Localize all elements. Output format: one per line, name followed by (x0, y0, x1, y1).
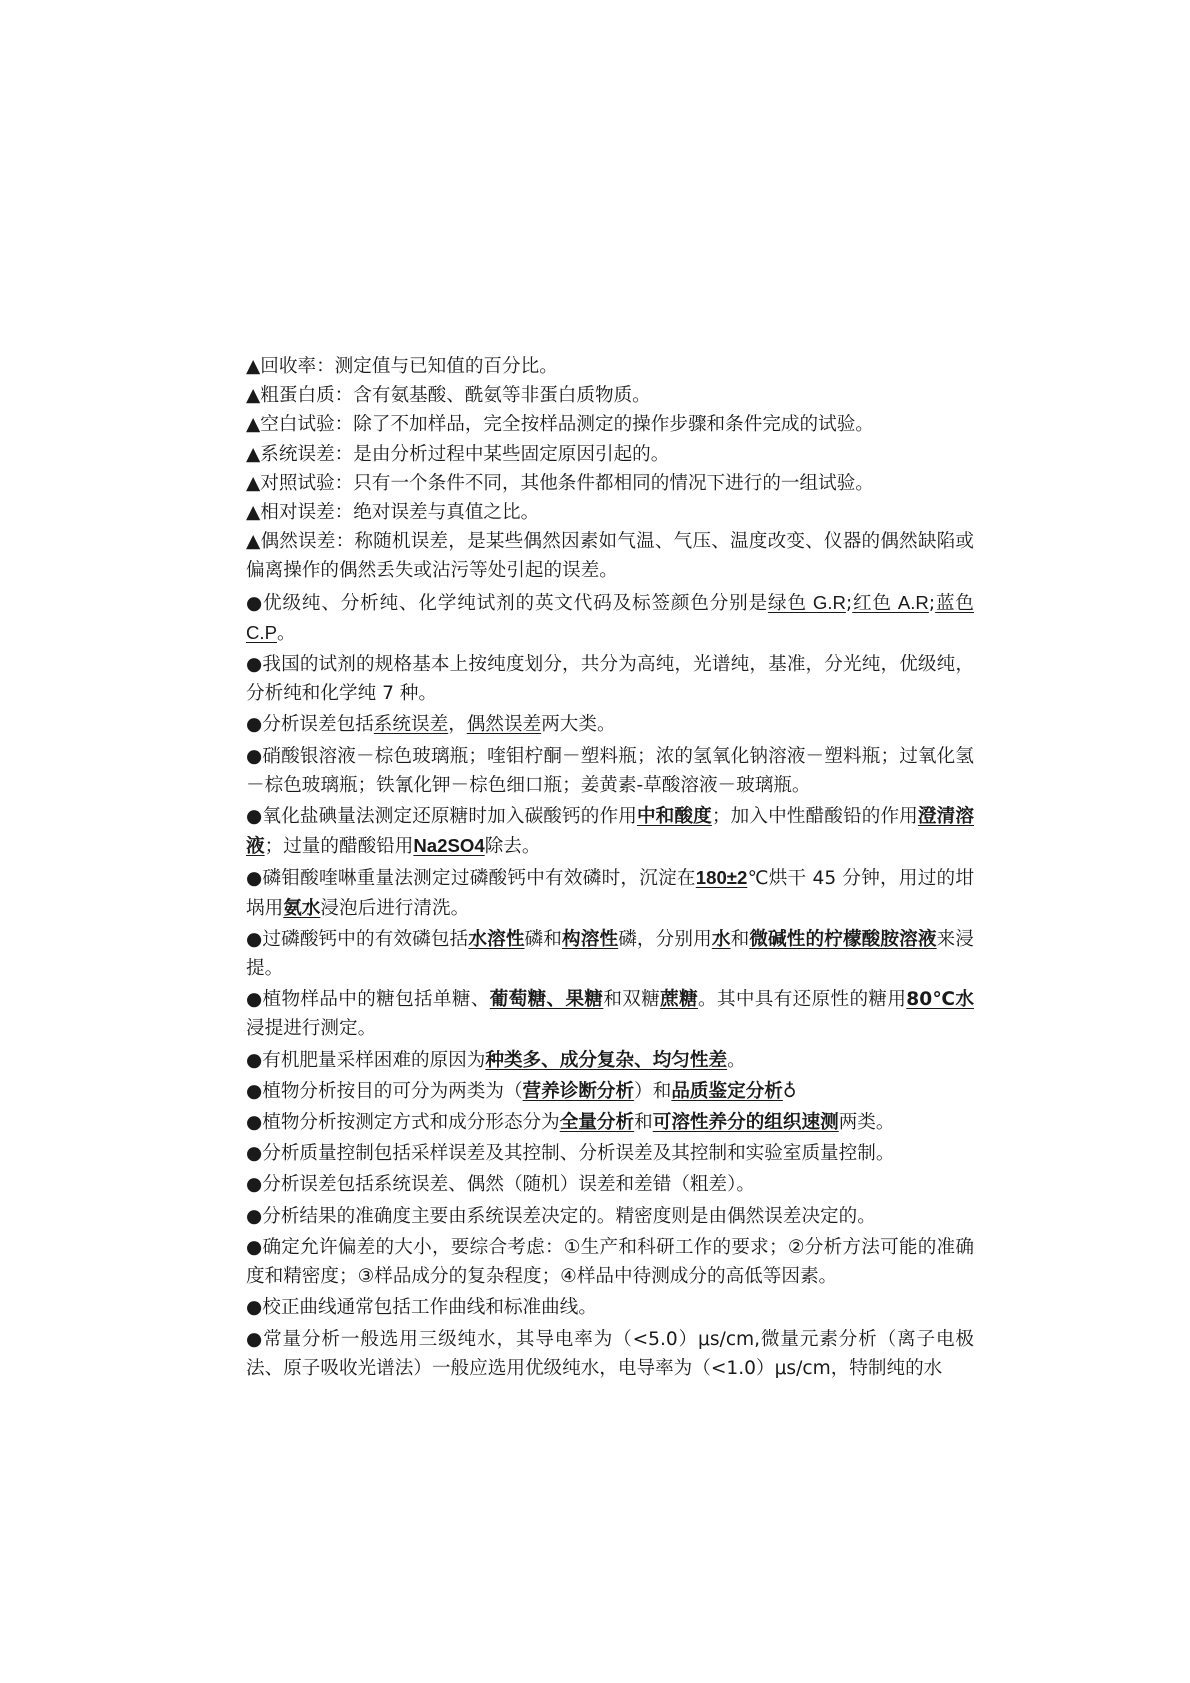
reagent-storage-containers: ●硝酸银溶液－棕色玻璃瓶；喹钼柠酮－塑料瓶；浓的氢氧化钠溶液－塑料瓶；过氧化氢－棕色玻璃瓶；铁氰化钾－棕色细口瓶；姜黄素-草酸溶液－玻璃瓶。 (246, 745, 974, 796)
total-analysis-term: 全量分析 (559, 1112, 635, 1134)
red-ar-label: 红色 A.R (852, 591, 929, 613)
definition-control-test: ▲对照试验：只有一个条件不同，其他条件都相同的情况下进行的一组试验。 (246, 472, 874, 494)
green-gr-label: 绿色 G.R (768, 591, 846, 613)
definition-crude-protein: ▲粗蛋白质：含有氨基酸、酰氨等非蛋白质物质。 (246, 385, 651, 407)
blue-cp-label: 蓝色 C.P (246, 591, 974, 643)
neutralize-acidity-term: 中和酸度 (636, 806, 712, 828)
organic-fertilizer-sampling: ●有机肥量采样困难的原因为种类多、成分复杂、均匀性差。 (246, 1049, 746, 1071)
nutrition-diagnosis-term: 营养诊断分析 (522, 1080, 635, 1102)
document-body (246, 352, 974, 1383)
sucrose-term: 蔗糖 (660, 989, 699, 1011)
definition-random-error: ▲偶然误差：称随机误差，是某些偶然因素如气温、气压、温度改变、仪器的偶然缺陷或偏离操作的偶然丢失或沾污等处引起的误差。 (246, 531, 974, 582)
glucose-fructose-term: 葡萄糖、果糖 (489, 989, 604, 1011)
na2so4-term: Na2SO4 (413, 835, 485, 857)
reducing-sugar-iodometry: ●氧化盐碘量法测定还原糖时加入碳酸钙的作用中和酸度；加入中性醋酸铅的作用澄清溶液；过量的醋酸铅用Na2SO4除去。 (246, 806, 974, 858)
clarify-solution-term: 澄清溶液 (246, 806, 974, 858)
systematic-error-term: 系统误差 (373, 714, 449, 736)
quality-control: ●分析质量控制包括采样误差及其控制、分析误差及其控制和实验室质量控制。 (246, 1143, 895, 1165)
rapid-tissue-test-term: 可溶性养分的组织速测 (652, 1112, 839, 1134)
pure-water-grades: ●常量分析一般选用三级纯水，其导电率为（<5.0）μs/cm,微量元素分析（离子电极法、原子吸收光谱法）一般应选用优级纯水，电导率为（<1.0）μs/cm，特制纯的水 (246, 1328, 974, 1379)
water-term: 水 (711, 928, 731, 950)
plant-analysis-methods: ●植物分析按测定方式和成分形态分为全量分析和可溶性养分的组织速测两类。 (246, 1112, 895, 1134)
analysis-error-types: ●分析误差包括系统误差，偶然误差两大类。 (246, 714, 616, 736)
reagent-purity-grades: ●我国的试剂的规格基本上按纯度划分，共分为高纯，光谱纯，基准，分光纯，优级纯，分析纯和化学纯 7 种。 (246, 654, 974, 705)
definition-systematic-error: ▲系统误差：是由分析过程中某些固定原因引起的。 (246, 443, 670, 465)
random-error-term: 偶然误差 (466, 714, 542, 736)
water-soluble-term: 水溶性 (468, 928, 525, 950)
citrate-soluble-term: 构溶性 (562, 928, 619, 950)
citrate-solution-term: 微碱性的柠檬酸胺溶液 (749, 928, 937, 950)
reagent-grade-colors: ●优级纯、分析纯、化学纯试剂的英文代码及标签颜色分别是绿色 G.R;红色 A.R;蓝色 C.P。 (246, 591, 974, 644)
ammonia-water-term: 氨水 (283, 897, 321, 919)
drying-temperature: 180±2 (695, 867, 748, 889)
available-phosphorus: ●过磷酸钙中的有效磷包括水溶性磷和构溶性磷，分别用水和微碱性的柠檬酸胺溶液来浸提。 (246, 928, 974, 980)
allowable-deviation: ●确定允许偏差的大小，要综合考虑：①生产和科研工作的要求；②分析方法可能的准确度和精密度；③样品成分的复杂程度；④样品中待测成分的高低等因素。 (246, 1236, 974, 1288)
definition-relative-error: ▲相对误差：绝对误差与真值之比。 (246, 502, 540, 524)
hot-water-term: 80℃水 (906, 989, 974, 1011)
plant-analysis-purpose: ●植物分析按目的可分为两类为（营养诊断分析）和品质鉴定分析♁ (246, 1080, 797, 1102)
plant-sugars: ●植物样品中的糖包括单糖、葡萄糖、果糖和双糖蔗糖。其中具有还原性的糖用80℃水浸提进行测定。 (246, 989, 974, 1040)
definition-blank-test: ▲空白试验：除了不加样品，完全按样品测定的操作步骤和条件完成的试验。 (246, 414, 874, 436)
calibration-curves: ●校正曲线通常包括工作曲线和标准曲线。 (246, 1297, 597, 1319)
accuracy-precision: ●分析结果的准确度主要由系统误差决定的。精密度则是由偶然误差决定的。 (246, 1205, 876, 1227)
error-categories: ●分析误差包括系统误差、偶然（随机）误差和差错（粗差）。 (246, 1174, 755, 1196)
quality-identification-term: 品质鉴定分析 (671, 1080, 783, 1102)
definition-recovery-rate: ▲回收率：测定值与已知值的百分比。 (246, 356, 558, 377)
sampling-difficulty-reasons: 种类多、成分复杂、均匀性差 (485, 1049, 728, 1071)
phosphomolybdate-gravimetry: ●磷钼酸喹啉重量法测定过磷酸钙中有效磷时，沉淀在180±2℃烘干 45 分钟，用过的坩埚用氨水浸泡后进行清洗。 (246, 867, 974, 919)
